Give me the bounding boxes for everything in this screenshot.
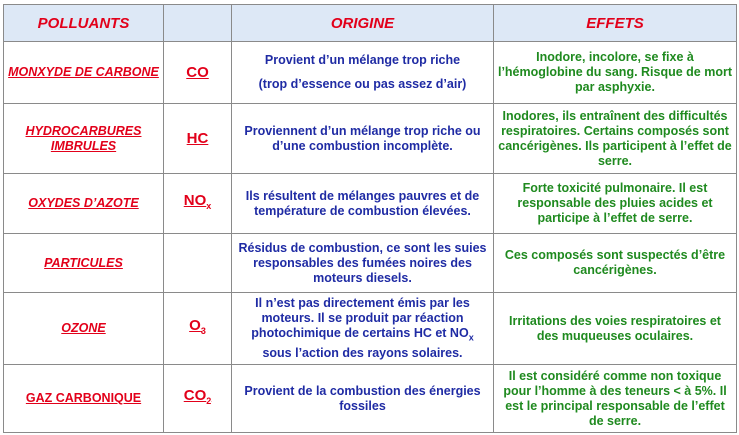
pollutant-name: OZONE (4, 293, 164, 365)
pollutant-name: MONXYDE DE CARBONE (4, 42, 164, 104)
pollutant-origin (232, 42, 494, 104)
table-row (4, 174, 737, 234)
pollutant-origin: Provient de la combustion des énergies fossiles (232, 365, 494, 433)
pollutant-origin: Résidus de combustion, ce sont les suies responsables des fumées noires des moteurs diesels. (232, 234, 494, 293)
pollutant-effects: Inodore, incolore, se fixe à l’hémoglobine du sang. Risque de mort par asphyxie. (494, 42, 737, 104)
header-row (4, 5, 737, 42)
origin-line-2: (trop d’essence ou pas assez d’air) (258, 77, 467, 91)
pollutant-formula: HC (164, 104, 232, 174)
pollutant-formula: CO (164, 42, 232, 104)
origin-line-1: Provient d’un mélange trop riche (264, 53, 461, 67)
pollutant-origin: Ils résultent de mélanges pauvres et de température de combustion élevées. (232, 174, 494, 234)
pollutant-effects: Inodores, ils entraînent des difficultés respiratoires. Certains composés sont cancérigènes. Ils participent à l’effet de serre. (494, 104, 737, 174)
pollutant-name: GAZ CARBONIQUE (4, 365, 164, 433)
pollutant-formula (164, 234, 232, 293)
table-row (4, 104, 737, 174)
pollutant-name: PARTICULES (4, 234, 164, 293)
header-origine: ORIGINE (232, 5, 494, 42)
pollutant-effects: Ces composés sont suspectés d’être cancérigènes. (494, 234, 737, 293)
header-formula (164, 5, 232, 42)
table-row (4, 365, 737, 433)
pollutant-origin: Proviennent d’un mélange trop riche ou d’une combustion incomplète. (232, 104, 494, 174)
pollutant-effects: Il est considéré comme non toxique pour l’homme à des teneurs < à 5%. Il est le principal responsable de l’effet de serre. (494, 365, 737, 433)
pollutant-formula: $NO_x$ (164, 174, 232, 234)
table-row (4, 293, 737, 365)
header-polluants: POLLUANTS (4, 5, 164, 42)
pollutant-origin: Il n’est pas directement émis par les moteurs. Il se produit par réaction photochimique de certains HC et $NO_x$ sous l’action des rayons solaires. (232, 293, 494, 365)
table-row (4, 234, 737, 293)
pollutant-effects: Forte toxicité pulmonaire. Il est responsable des pluies acides et participe à l’effet de serre. (494, 174, 737, 234)
table-row (4, 42, 737, 104)
pollutant-effects: Irritations des voies respiratoires et des muqueuses oculaires. (494, 293, 737, 365)
header-effets: EFFETS (494, 5, 737, 42)
pollutant-name: HYDROCARBURES IMBRULES (4, 104, 164, 174)
pollutant-formula: $O_3$ (164, 293, 232, 365)
pollutant-formula: $CO_2$ (164, 365, 232, 433)
pollutant-name: OXYDES D’AZOTE (4, 174, 164, 234)
pollutants-table (3, 4, 737, 433)
